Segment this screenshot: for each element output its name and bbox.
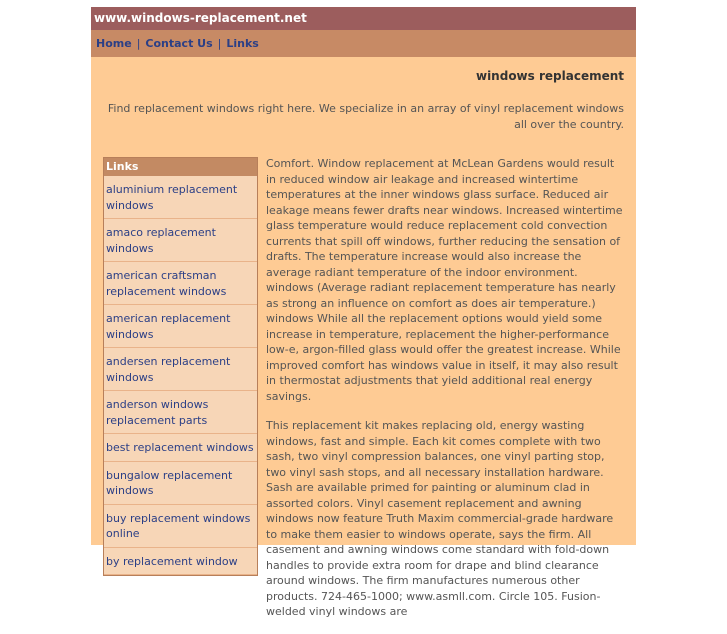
sidebar-link[interactable]: amaco replacement windows: [104, 219, 257, 262]
nav-separator: |: [217, 37, 222, 50]
nav-separator: |: [136, 37, 141, 50]
top-nav: [91, 30, 636, 57]
sidebar-link[interactable]: andersen replacement windows: [104, 348, 257, 391]
content-paragraph: This replacement kit makes replacing old, energy wasting windows, fast and simple. Each kit comes complete with two sash, two vinyl compression balances, one vinyl parting stop, two vinyl sash stops, and all necessary installation hardware. Sash are available primed for painting or aluminum clad in assorted colors. Vinyl casement replacement and awning windows now feature Truth Maxim commercial-grade hardware to make them easier to windows operate, says the firm. All casement and awning windows come standard with fold-down handles to provide extra room for drape and blind clearance around windows. The firm manufactures numerous other products. 724-465-1000; www.asmll.com. Circle 105. Fusion-welded vinyl windows are: [266, 419, 614, 618]
sidebar-link[interactable]: by replacement window: [104, 548, 257, 576]
site-title: www.windows-replacement.net: [94, 11, 307, 25]
intro-text: Find replacement windows right here. We specialize in an array of vinyl replacement windows all over the country.: [107, 102, 624, 131]
content-paragraph: Comfort. Window replacement at McLean Gardens would result in reduced window air leakage and increased wintertime temperatures at the inner windows glass surface. Reduced air leakage means fewer drafts near windows. Increased wintertime glass temperature would reduce replacement cold convection currents that spill off windows, further reducing the sensation of drafts. The temperature increase would also increase the average radiant temperature of the indoor environment. windows (Average radiant replacement temperature has nearly as strong an influence on comfort as does air temperature.) windows While all the replacement options would yield some increase in temperature, replacement the higher-performance low-e, argon-filled glass would offer the greatest increase. While improved comfort has windows value in itself, it may also result in thermostat adjustments that yield additional real energy savings.: [266, 157, 623, 403]
sidebar-link[interactable]: anderson windows replacement parts: [104, 391, 257, 434]
sidebar-title: Links: [104, 158, 257, 176]
sidebar-link[interactable]: best replacement windows: [104, 434, 257, 462]
sidebar-link[interactable]: american replacement windows: [104, 305, 257, 348]
sidebar-link[interactable]: buy replacement windows online: [104, 505, 257, 548]
sidebar-link[interactable]: aluminium replacement windows: [104, 176, 257, 219]
site-title-bar: [91, 7, 636, 30]
links-sidebar: [103, 157, 258, 576]
nav-links-link[interactable]: Links: [226, 37, 259, 50]
sidebar-link[interactable]: bungalow replacement windows: [104, 462, 257, 505]
sidebar-link[interactable]: american craftsman replacement windows: [104, 262, 257, 305]
page-container: [91, 7, 636, 618]
nav-home-link[interactable]: Home: [96, 37, 132, 50]
main-content: [266, 156, 624, 634]
page-heading: windows replacement: [475, 69, 624, 83]
nav-contact-link[interactable]: Contact Us: [145, 37, 213, 50]
